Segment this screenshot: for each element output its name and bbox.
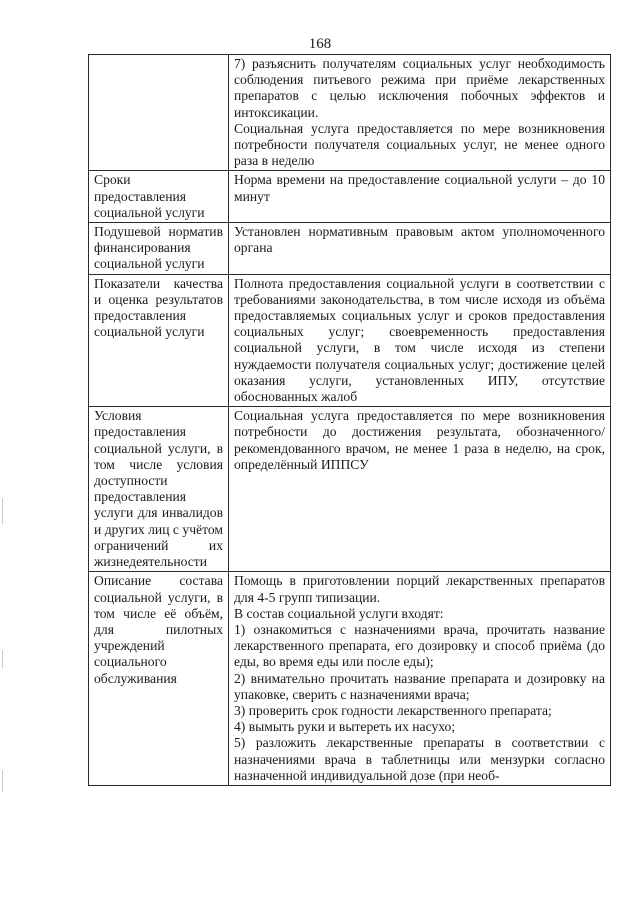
page-number: 168 [308, 36, 332, 52]
scan-artifact-mark [2, 498, 3, 524]
row-label: Условия предоставления социальной услуги, в том числе условия доступности предоставления услуги для инвалидов и других лиц с учётом ограничений их жизнедеятельности [89, 407, 229, 572]
table-row [89, 55, 611, 171]
row-label: Описание состава социальной услуги, в том числе её объём, для пилотных учреждений социального обслуживания [89, 572, 229, 786]
row-label: Сроки предоставления социальной услуги [89, 171, 229, 223]
row-label: Показатели качества и оценка результатов предоставления социальной услуги [89, 274, 229, 407]
paragraph: Установлен нормативным правовым актом уполномоченного органа [234, 224, 605, 256]
table-row [89, 274, 611, 407]
paragraph: В состав социальной услуги входят: [234, 605, 444, 621]
paragraph: Норма времени на предоставление социальной услуги – до 10 минут [234, 172, 605, 204]
row-content [229, 223, 611, 275]
table-row [89, 223, 611, 275]
row-content [229, 171, 611, 223]
paragraph: 3) проверить срок годности лекарственного препарата; [234, 702, 552, 718]
row-content [229, 572, 611, 786]
paragraph: Помощь в приготовлении порций лекарственных препаратов для 4-5 групп типизации. [234, 573, 605, 605]
row-label [89, 55, 229, 171]
table-row [89, 171, 611, 223]
paragraph: Социальная услуга предоставляется по мере возникновения потребности до достижения результата, обозначенного/рекомендованного врачом, не менее 1 раза в неделю, на срок, определённый ИППСУ [234, 408, 605, 472]
scan-artifact-mark [2, 770, 3, 792]
row-label: Подушевой норматив финансирования социальной услуги [89, 223, 229, 275]
paragraph: 1) ознакомиться с назначениями врача, прочитать название лекарственного препарата, его дозировку и способ приёма (до еды, во время еды или после еды); [234, 621, 605, 670]
scan-artifact-mark [2, 650, 3, 668]
table-row [89, 407, 611, 572]
row-content [229, 274, 611, 407]
paragraph: 4) вымыть руки и вытереть их насухо; [234, 719, 456, 735]
paragraph: 2) внимательно прочитать название препарата и дозировку на упаковке, сверить с назначениями врача; [234, 670, 605, 702]
paragraph: Социальная услуга предоставляется по мере возникновения потребности получателя социальных услуг, не менее одного раза в неделю [234, 120, 605, 169]
row-content [229, 55, 611, 171]
paragraph: 5) разложить лекарственные препараты в соответствии с назначениями врача в таблетницы или мензурки согласно назначенной индивидуальной дозе (при необ- [234, 735, 605, 783]
row-content [229, 407, 611, 572]
paragraph: Полнота предоставления социальной услуги в соответствии с требованиями законодательства, в том числе исходя из объёма предоставляемых социальных услуг и сроков предоставления социальных услуг; своевременность предоставления социальной услуги, в том числе исходя из степени нуждаемости получателя социальных услуг; достижение целей оказания услуги, установленных ИПУ, отсутствие обоснованных жалоб [234, 275, 605, 405]
service-description-table [88, 54, 611, 786]
paragraph: 7) разъяснить получателям социальных услуг необходимость соблюдения питьевого режима при приёме лекарственных препаратов с целью исключения побочных эффектов и интоксикации. [234, 56, 605, 120]
table-row [89, 572, 611, 786]
